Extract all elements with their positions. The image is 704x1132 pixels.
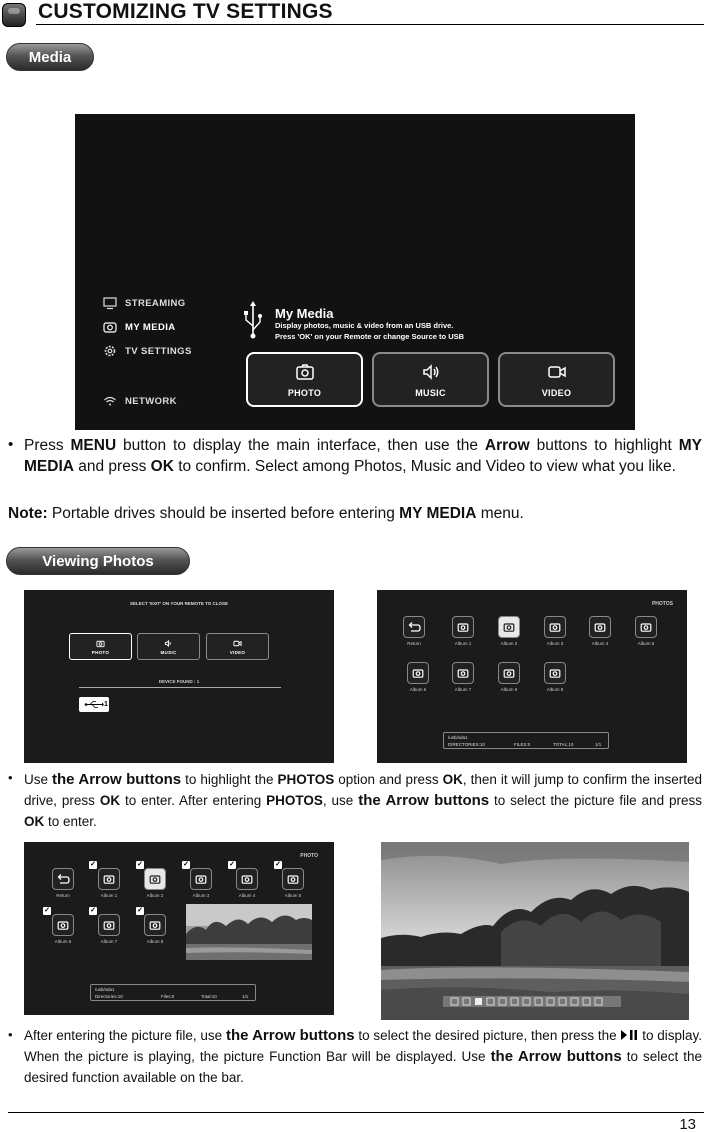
bullet: • — [8, 770, 13, 785]
camera-icon — [241, 873, 253, 885]
album-3[interactable]: Album 3 — [190, 868, 212, 898]
album-7[interactable]: Album 7 — [452, 662, 474, 692]
para-playback-instructions: After entering the picture file, use the Arrow buttons to select the desired picture, then press the to display. When the picture is playing, the picture Function Bar will be displayed. Use the Arrow buttons to select the desired function available on the bar. — [24, 1027, 702, 1085]
album-5[interactable]: Album 5 — [282, 868, 304, 898]
section-media-pill: Media — [6, 43, 94, 71]
camera-icon — [457, 667, 469, 679]
album-1[interactable]: Album 1 — [98, 868, 120, 898]
camera-icon — [640, 621, 652, 633]
camera-icon — [149, 919, 161, 931]
footer-rule — [8, 1112, 704, 1113]
header-icon — [2, 3, 26, 27]
camera-icon — [594, 621, 606, 633]
usb-count: 1 — [104, 701, 108, 708]
divider — [79, 687, 281, 688]
camera-icon — [103, 320, 117, 334]
photo-tile[interactable]: PHOTO — [246, 352, 363, 407]
note-text: Note: Portable drives should be inserted before entering MY MEDIA menu. — [8, 505, 524, 522]
section-viewing-photos-pill: Viewing Photos — [6, 547, 190, 575]
checkbox-icon[interactable]: ✓ — [137, 861, 143, 868]
my-media-line1: Display photos, music & video from an USB drive. — [275, 321, 454, 330]
album-list-screen — [377, 590, 687, 763]
speaker-icon — [164, 639, 173, 648]
video-camera-icon — [547, 362, 567, 382]
album-8[interactable]: Album 8 — [144, 914, 166, 944]
checkbox-icon[interactable]: ✓ — [90, 861, 96, 868]
album-9[interactable]: Album 9 — [544, 662, 566, 692]
menu-item-tv-settings[interactable]: TV SETTINGS — [103, 344, 192, 358]
function-bar[interactable] — [443, 996, 621, 1007]
checkbox-icon[interactable]: ✓ — [44, 907, 50, 914]
album-5[interactable]: Album 5 — [635, 616, 657, 646]
camera-icon — [412, 667, 424, 679]
album-4[interactable]: Album 4 — [589, 616, 611, 646]
video-camera-icon — [233, 639, 242, 648]
bullet: • — [8, 1027, 13, 1042]
checkbox-icon[interactable]: ✓ — [275, 861, 281, 868]
device-found-label: DEVICE FOUND : 1 — [158, 679, 200, 684]
camera-icon — [549, 667, 561, 679]
camera-icon — [295, 362, 315, 382]
album-6[interactable]: Album 6 — [407, 662, 429, 692]
music-tile[interactable]: MUSIC — [372, 352, 489, 407]
music-tile[interactable]: MUSIC — [137, 633, 200, 660]
camera-icon — [103, 873, 115, 885]
camera-icon — [96, 639, 105, 648]
album-3[interactable]: Album 3 — [544, 616, 566, 646]
return-icon — [56, 872, 70, 886]
header-rule — [36, 24, 704, 25]
checkbox-icon[interactable]: ✓ — [90, 907, 96, 914]
checkbox-icon[interactable]: ✓ — [137, 907, 143, 914]
page-title: CUSTOMIZING TV SETTINGS — [38, 0, 333, 23]
album-return[interactable]: Return — [403, 616, 425, 646]
checkbox-icon[interactable]: ✓ — [183, 861, 189, 868]
camera-icon — [57, 919, 69, 931]
album-7[interactable]: Album 7 — [98, 914, 120, 944]
album-6[interactable]: Album 6 — [52, 914, 74, 944]
usb-icon — [243, 300, 263, 340]
photo-title: PHOTO — [300, 853, 318, 859]
exit-hint: SELECT 'EXIT' ON YOUR REMOTE TO CLOSE — [130, 601, 228, 606]
album-4[interactable]: Album 4 — [236, 868, 258, 898]
photo-select-screen — [24, 842, 334, 1015]
camera-icon — [503, 667, 515, 679]
menu-item-streaming[interactable]: STREAMING — [103, 296, 186, 310]
camera-icon — [103, 919, 115, 931]
status-box: /usb/sda1 Directories:10 Files:0 Total:10 1/1 — [90, 984, 256, 1001]
gear-icon — [103, 344, 117, 358]
album-8[interactable]: Album 8 — [498, 662, 520, 692]
play-pause-icon — [620, 1029, 638, 1041]
camera-icon — [149, 873, 161, 885]
return-icon — [407, 620, 421, 634]
album-2[interactable]: Album 2 — [144, 868, 166, 898]
status-box: /usb/sda1 DIRECTORIES:10 FILES:0 TOTAL:10 1/1 — [443, 732, 609, 749]
para-menu-instructions: Press MENU button to display the main interface, then use the Arrow buttons to highlight MY MEDIA and press OK to confirm. Select among Photos, Music and Video to view what you like. — [24, 437, 702, 475]
para-photos-instructions: Use the Arrow buttons to highlight the PHOTOS option and press OK, then it will jump to confirm the inserted drive, press OK to enter. After entering PHOTOS, use the Arrow buttons to select the picture file and press OK to enter. — [24, 771, 702, 829]
speaker-icon — [421, 362, 441, 382]
tv-menu-screen — [75, 114, 635, 430]
camera-icon — [195, 873, 207, 885]
photo-preview — [186, 904, 312, 960]
photo-playback-screen — [381, 842, 689, 1020]
page-number: 13 — [679, 1116, 696, 1132]
camera-icon — [287, 873, 299, 885]
wifi-icon — [103, 394, 117, 408]
photos-title: PHOTOS — [651, 601, 673, 607]
album-1[interactable]: Album 1 — [452, 616, 474, 646]
camera-icon — [503, 621, 515, 633]
my-media-title: My Media — [275, 306, 334, 321]
album-2[interactable]: Album 2 — [498, 616, 520, 646]
bullet: • — [8, 436, 14, 453]
usb-icon — [84, 700, 104, 709]
menu-item-my-media[interactable]: MY MEDIA — [103, 320, 176, 334]
album-return[interactable]: Return — [52, 868, 74, 898]
video-tile[interactable]: VIDEO — [498, 352, 615, 407]
checkbox-icon[interactable]: ✓ — [229, 861, 235, 868]
photo-tile[interactable]: PHOTO — [69, 633, 132, 660]
video-tile[interactable]: VIDEO — [206, 633, 269, 660]
monitor-icon — [103, 296, 117, 310]
camera-icon — [549, 621, 561, 633]
camera-icon — [457, 621, 469, 633]
menu-item-network[interactable]: NETWORK — [103, 394, 177, 408]
device-found-screen — [24, 590, 334, 763]
my-media-line2: Press 'OK' on your Remote or change Source to USB — [275, 332, 465, 341]
